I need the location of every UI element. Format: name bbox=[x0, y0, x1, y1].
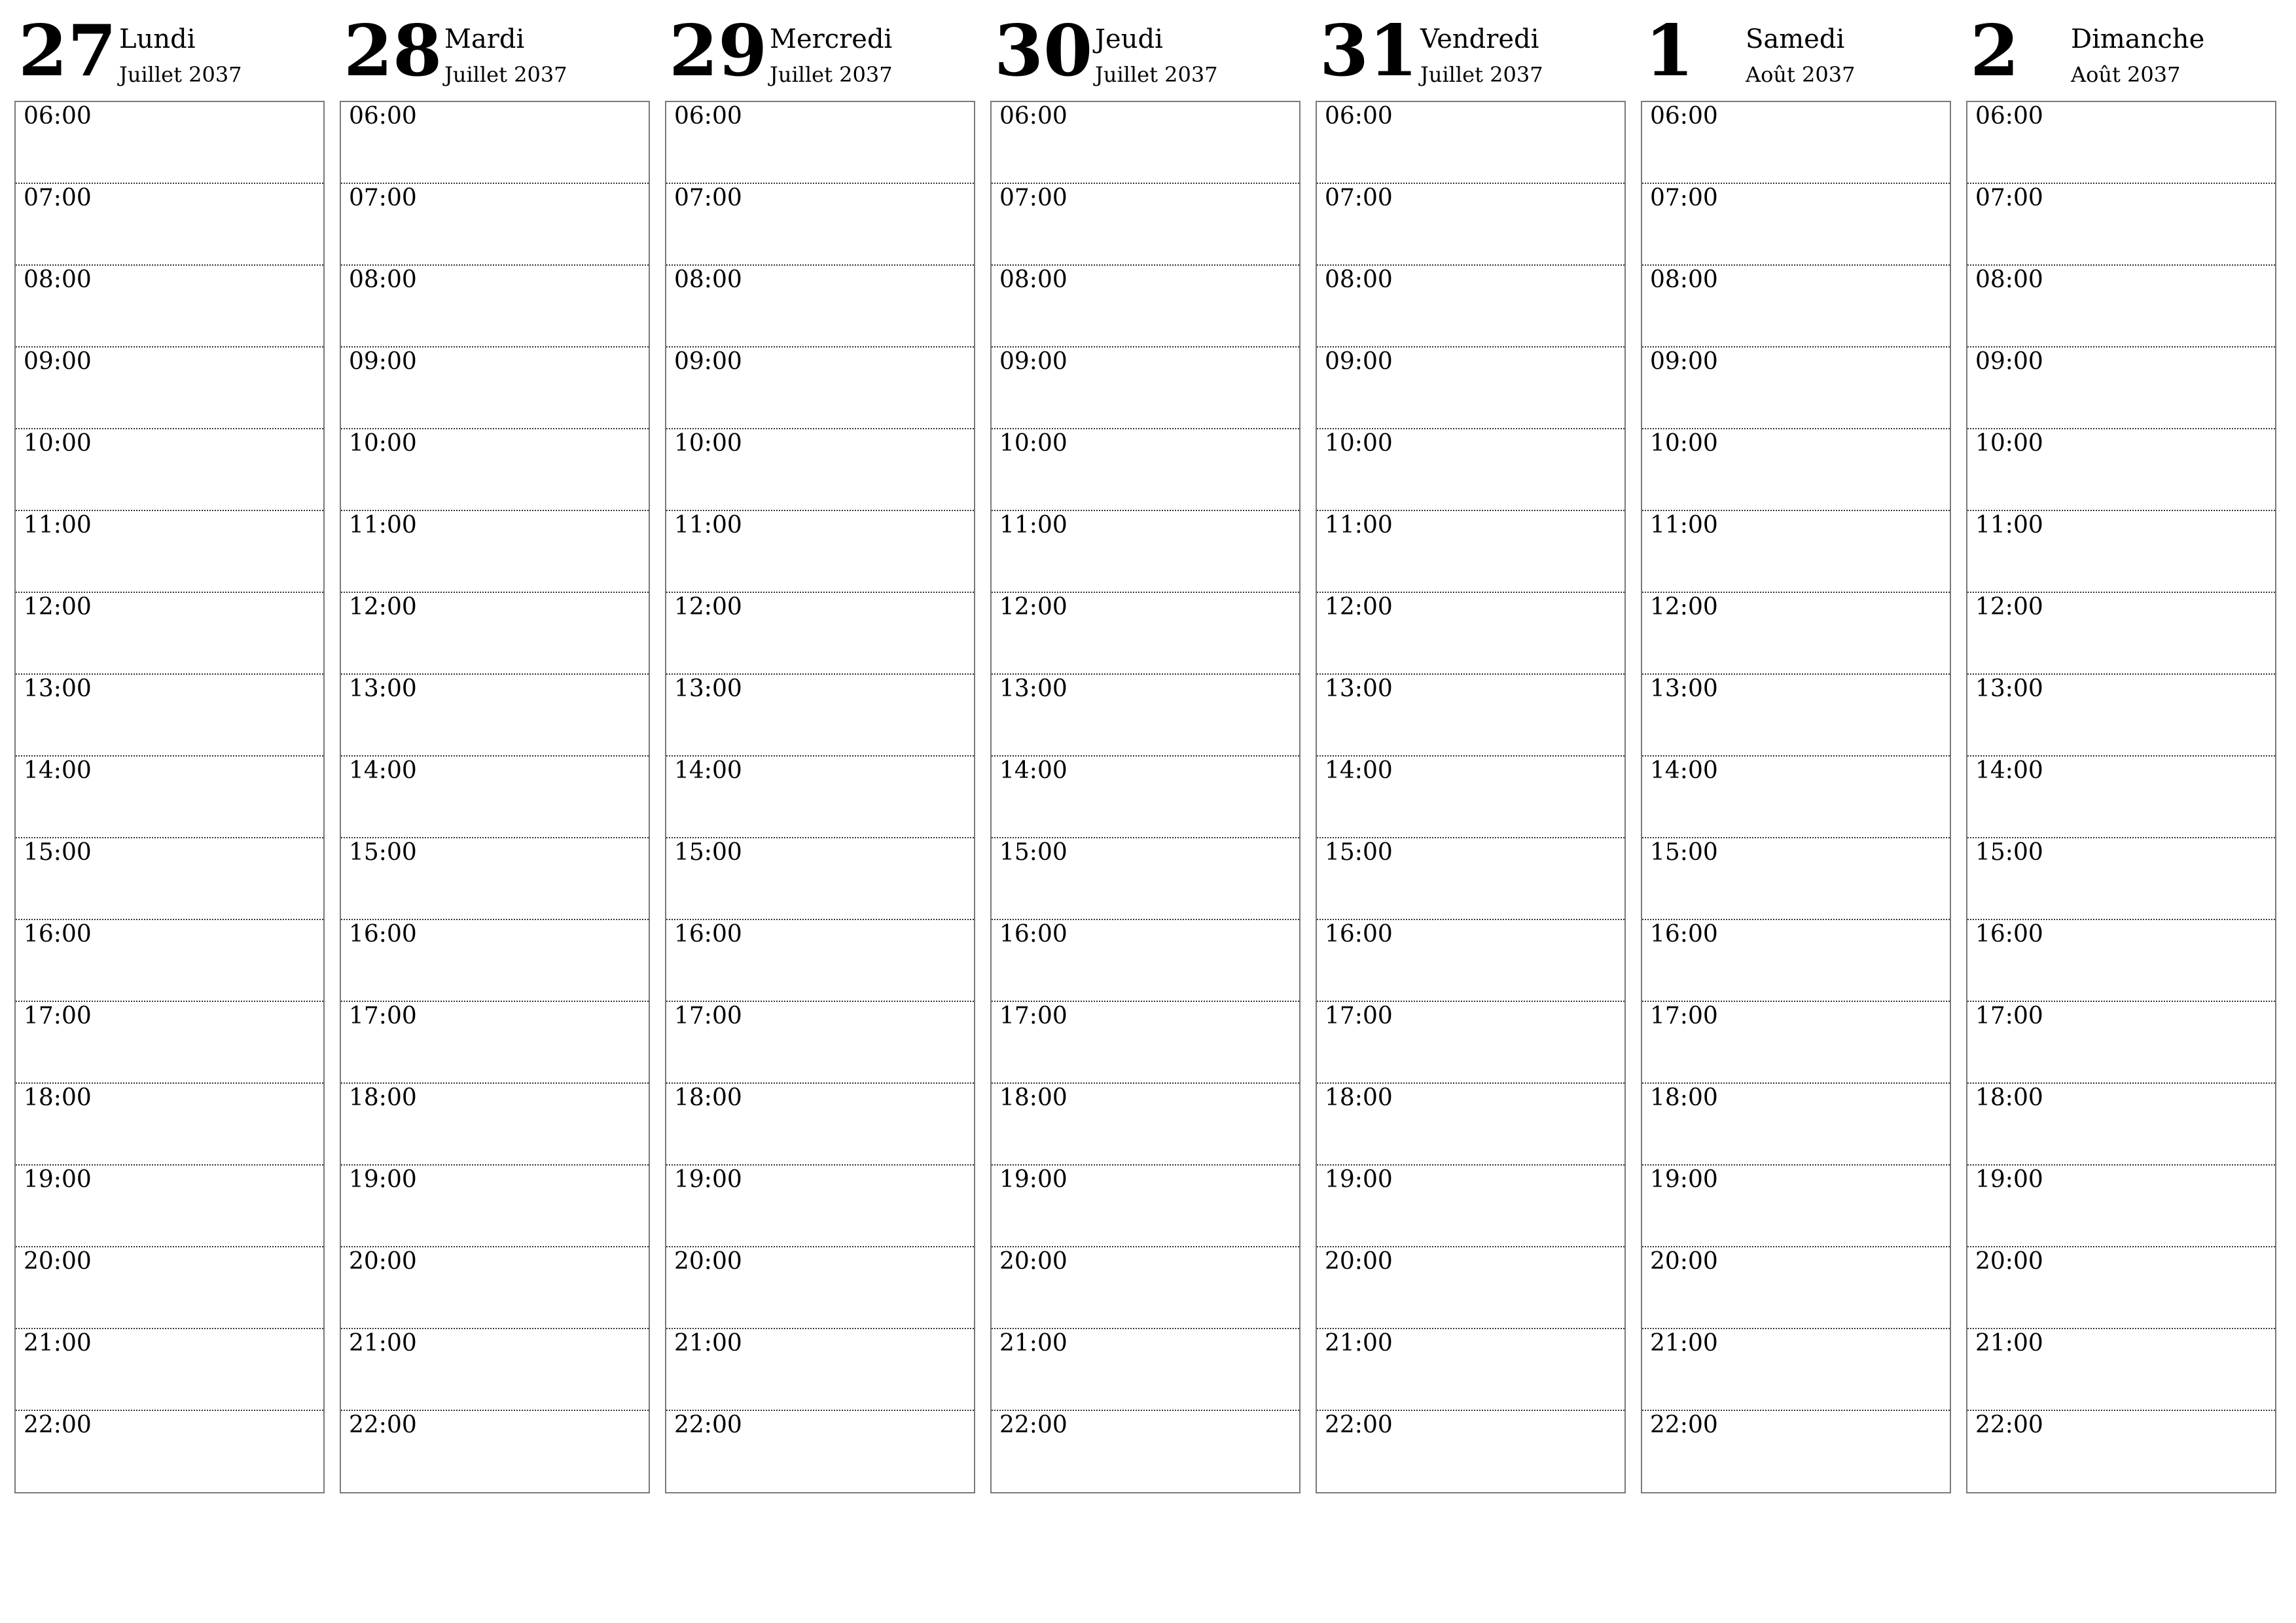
day-schedule-box bbox=[14, 101, 325, 1493]
hour-slot[interactable] bbox=[1317, 102, 1624, 184]
hour-slot[interactable] bbox=[1317, 1002, 1624, 1084]
day-number: 1 bbox=[1645, 10, 1695, 92]
weekly-planner bbox=[14, 10, 2292, 1493]
hour-label: 16:00 bbox=[349, 921, 417, 948]
day-column bbox=[1641, 10, 1954, 1493]
hour-label: 12:00 bbox=[349, 594, 417, 620]
hour-label: 17:00 bbox=[349, 1003, 417, 1029]
hour-label: 14:00 bbox=[999, 757, 1067, 784]
hour-label: 10:00 bbox=[24, 430, 92, 457]
hour-label: 06:00 bbox=[674, 103, 742, 130]
hour-slot[interactable] bbox=[992, 348, 1299, 429]
day-name: Lundi bbox=[119, 24, 196, 54]
day-schedule-box bbox=[990, 101, 1300, 1493]
hour-slot[interactable] bbox=[341, 184, 649, 266]
hour-label: 16:00 bbox=[999, 921, 1067, 948]
hour-slot[interactable] bbox=[666, 1411, 974, 1493]
day-number: 29 bbox=[669, 10, 768, 92]
hour-label: 07:00 bbox=[1650, 185, 1718, 211]
hour-slot[interactable] bbox=[341, 1166, 649, 1247]
day-column bbox=[990, 10, 1303, 1493]
hour-label: 16:00 bbox=[1975, 921, 2043, 948]
hour-slot[interactable] bbox=[1642, 1002, 1950, 1084]
hour-slot[interactable] bbox=[992, 1329, 1299, 1411]
hour-label: 20:00 bbox=[999, 1248, 1067, 1275]
hour-label: 12:00 bbox=[999, 594, 1067, 620]
hour-label: 11:00 bbox=[674, 512, 742, 539]
hour-label: 15:00 bbox=[24, 839, 92, 866]
hour-slot[interactable] bbox=[341, 1002, 649, 1084]
hour-label: 22:00 bbox=[999, 1412, 1067, 1438]
hour-slot[interactable] bbox=[1642, 593, 1950, 675]
hour-slot[interactable] bbox=[1317, 1247, 1624, 1329]
hour-label: 07:00 bbox=[1975, 185, 2043, 211]
hour-slot[interactable] bbox=[666, 1166, 974, 1247]
hour-label: 10:00 bbox=[999, 430, 1067, 457]
hour-slot[interactable] bbox=[666, 348, 974, 429]
hour-slot[interactable] bbox=[1967, 1166, 2275, 1247]
day-header bbox=[340, 10, 653, 99]
hour-label: 08:00 bbox=[674, 266, 742, 293]
day-name: Mardi bbox=[444, 24, 525, 54]
day-number: 28 bbox=[344, 10, 442, 92]
hour-slot[interactable] bbox=[16, 920, 323, 1002]
day-column bbox=[340, 10, 653, 1493]
hour-slot[interactable] bbox=[666, 266, 974, 348]
hour-label: 17:00 bbox=[1325, 1003, 1393, 1029]
hour-label: 06:00 bbox=[1975, 103, 2043, 130]
day-name: Samedi bbox=[1746, 24, 1845, 54]
day-schedule-box bbox=[1316, 101, 1626, 1493]
hour-label: 08:00 bbox=[1650, 266, 1718, 293]
hour-label: 19:00 bbox=[1325, 1166, 1393, 1193]
hour-slot[interactable] bbox=[666, 1084, 974, 1166]
hour-slot[interactable] bbox=[666, 1329, 974, 1411]
hour-slot[interactable] bbox=[666, 593, 974, 675]
hour-label: 11:00 bbox=[1650, 512, 1718, 539]
hour-label: 12:00 bbox=[1650, 594, 1718, 620]
hour-label: 21:00 bbox=[349, 1330, 417, 1357]
hour-label: 06:00 bbox=[1325, 103, 1393, 130]
hour-label: 11:00 bbox=[1325, 512, 1393, 539]
hour-slot[interactable] bbox=[1642, 348, 1950, 429]
hour-label: 22:00 bbox=[1975, 1412, 2043, 1438]
hour-slot[interactable] bbox=[341, 511, 649, 593]
hour-slot[interactable] bbox=[992, 1002, 1299, 1084]
hour-slot[interactable] bbox=[992, 593, 1299, 675]
hour-label: 20:00 bbox=[349, 1248, 417, 1275]
hour-label: 22:00 bbox=[349, 1412, 417, 1438]
hour-label: 20:00 bbox=[1975, 1248, 2043, 1275]
hour-label: 07:00 bbox=[349, 185, 417, 211]
hour-label: 21:00 bbox=[1325, 1330, 1393, 1357]
hour-slot[interactable] bbox=[16, 1329, 323, 1411]
hour-slot[interactable] bbox=[1642, 1166, 1950, 1247]
hour-slot[interactable] bbox=[1967, 511, 2275, 593]
hour-slot[interactable] bbox=[341, 1247, 649, 1329]
hour-slot[interactable] bbox=[1967, 266, 2275, 348]
hour-label: 09:00 bbox=[999, 348, 1067, 375]
hour-label: 19:00 bbox=[24, 1166, 92, 1193]
hour-slot[interactable] bbox=[992, 102, 1299, 184]
hour-label: 17:00 bbox=[1975, 1003, 2043, 1029]
hour-label: 17:00 bbox=[999, 1003, 1067, 1029]
hour-slot[interactable] bbox=[666, 1002, 974, 1084]
hour-slot[interactable] bbox=[1317, 757, 1624, 838]
hour-slot[interactable] bbox=[666, 429, 974, 511]
hour-slot[interactable] bbox=[341, 675, 649, 757]
hour-label: 07:00 bbox=[674, 185, 742, 211]
hour-label: 17:00 bbox=[674, 1003, 742, 1029]
day-month-year: Juillet 2037 bbox=[1420, 62, 1543, 87]
hour-slot[interactable] bbox=[16, 102, 323, 184]
hour-label: 21:00 bbox=[999, 1330, 1067, 1357]
day-month-year: Juillet 2037 bbox=[444, 62, 567, 87]
hour-slot[interactable] bbox=[992, 511, 1299, 593]
hour-slot[interactable] bbox=[1317, 184, 1624, 266]
day-number: 2 bbox=[1970, 10, 2020, 92]
day-header bbox=[14, 10, 327, 99]
hour-label: 15:00 bbox=[1325, 839, 1393, 866]
hour-label: 15:00 bbox=[349, 839, 417, 866]
hour-slot[interactable] bbox=[1642, 184, 1950, 266]
hour-slot[interactable] bbox=[1967, 102, 2275, 184]
hour-slot[interactable] bbox=[1317, 1166, 1624, 1247]
hour-label: 13:00 bbox=[1650, 675, 1718, 702]
hour-slot[interactable] bbox=[16, 1166, 323, 1247]
day-header bbox=[665, 10, 978, 99]
hour-slot[interactable] bbox=[16, 348, 323, 429]
hour-label: 21:00 bbox=[1650, 1330, 1718, 1357]
hour-label: 15:00 bbox=[674, 839, 742, 866]
hour-label: 22:00 bbox=[1325, 1412, 1393, 1438]
hour-slot[interactable] bbox=[1967, 593, 2275, 675]
hour-label: 22:00 bbox=[24, 1412, 92, 1438]
hour-label: 12:00 bbox=[24, 594, 92, 620]
hour-label: 16:00 bbox=[1325, 921, 1393, 948]
hour-label: 06:00 bbox=[349, 103, 417, 130]
hour-label: 09:00 bbox=[1325, 348, 1393, 375]
day-schedule-box bbox=[1641, 101, 1951, 1493]
hour-slot[interactable] bbox=[1642, 1247, 1950, 1329]
hour-label: 09:00 bbox=[349, 348, 417, 375]
hour-slot[interactable] bbox=[1967, 1002, 2275, 1084]
hour-slot[interactable] bbox=[341, 266, 649, 348]
hour-slot[interactable] bbox=[16, 429, 323, 511]
hour-slot[interactable] bbox=[1642, 266, 1950, 348]
hour-slot[interactable] bbox=[1642, 675, 1950, 757]
hour-slot[interactable] bbox=[666, 838, 974, 920]
hour-label: 18:00 bbox=[1325, 1084, 1393, 1111]
hour-slot[interactable] bbox=[1642, 1411, 1950, 1493]
hour-label: 15:00 bbox=[1975, 839, 2043, 866]
day-month-year: Juillet 2037 bbox=[770, 62, 893, 87]
hour-label: 08:00 bbox=[1975, 266, 2043, 293]
hour-label: 16:00 bbox=[1650, 921, 1718, 948]
hour-slot[interactable] bbox=[666, 102, 974, 184]
hour-label: 06:00 bbox=[1650, 103, 1718, 130]
hour-label: 18:00 bbox=[999, 1084, 1067, 1111]
hour-slot[interactable] bbox=[666, 675, 974, 757]
hour-slot[interactable] bbox=[1642, 102, 1950, 184]
day-column bbox=[1966, 10, 2279, 1493]
hour-label: 10:00 bbox=[1650, 430, 1718, 457]
hour-label: 09:00 bbox=[1975, 348, 2043, 375]
hour-label: 20:00 bbox=[1325, 1248, 1393, 1275]
hour-label: 12:00 bbox=[1325, 594, 1393, 620]
hour-slot[interactable] bbox=[16, 266, 323, 348]
hour-slot[interactable] bbox=[1642, 838, 1950, 920]
day-header bbox=[1966, 10, 2279, 99]
hour-label: 15:00 bbox=[999, 839, 1067, 866]
hour-label: 14:00 bbox=[1325, 757, 1393, 784]
hour-slot[interactable] bbox=[341, 1329, 649, 1411]
hour-label: 06:00 bbox=[24, 103, 92, 130]
hour-slot[interactable] bbox=[1642, 1084, 1950, 1166]
hour-slot[interactable] bbox=[1967, 1411, 2275, 1493]
hour-slot[interactable] bbox=[341, 757, 649, 838]
hour-slot[interactable] bbox=[666, 920, 974, 1002]
hour-slot[interactable] bbox=[1317, 838, 1624, 920]
hour-label: 14:00 bbox=[1975, 757, 2043, 784]
hour-label: 07:00 bbox=[1325, 185, 1393, 211]
hour-slot[interactable] bbox=[16, 1002, 323, 1084]
hour-slot[interactable] bbox=[1317, 675, 1624, 757]
hour-slot[interactable] bbox=[1967, 1329, 2275, 1411]
hour-slot[interactable] bbox=[992, 429, 1299, 511]
hour-label: 22:00 bbox=[674, 1412, 742, 1438]
hour-slot[interactable] bbox=[341, 920, 649, 1002]
hour-slot[interactable] bbox=[992, 1411, 1299, 1493]
hour-label: 14:00 bbox=[674, 757, 742, 784]
hour-slot[interactable] bbox=[1642, 511, 1950, 593]
day-column bbox=[665, 10, 978, 1493]
hour-slot[interactable] bbox=[16, 1084, 323, 1166]
hour-slot[interactable] bbox=[16, 838, 323, 920]
hour-slot[interactable] bbox=[341, 102, 649, 184]
hour-label: 16:00 bbox=[24, 921, 92, 948]
hour-label: 10:00 bbox=[349, 430, 417, 457]
hour-slot[interactable] bbox=[992, 838, 1299, 920]
hour-slot[interactable] bbox=[1967, 429, 2275, 511]
day-month-year: Juillet 2037 bbox=[1095, 62, 1218, 87]
hour-label: 12:00 bbox=[1975, 594, 2043, 620]
hour-slot[interactable] bbox=[16, 184, 323, 266]
hour-slot[interactable] bbox=[992, 266, 1299, 348]
day-month-year: Juillet 2037 bbox=[119, 62, 242, 87]
hour-slot[interactable] bbox=[1967, 920, 2275, 1002]
hour-slot[interactable] bbox=[992, 1084, 1299, 1166]
hour-label: 14:00 bbox=[24, 757, 92, 784]
hour-label: 13:00 bbox=[349, 675, 417, 702]
day-name: Dimanche bbox=[2071, 24, 2205, 54]
hour-slot[interactable] bbox=[341, 348, 649, 429]
hour-label: 13:00 bbox=[674, 675, 742, 702]
hour-label: 20:00 bbox=[674, 1248, 742, 1275]
hour-slot[interactable] bbox=[992, 1247, 1299, 1329]
hour-slot[interactable] bbox=[341, 593, 649, 675]
hour-slot[interactable] bbox=[992, 1166, 1299, 1247]
hour-label: 09:00 bbox=[1650, 348, 1718, 375]
day-number: 27 bbox=[18, 10, 117, 92]
day-header bbox=[990, 10, 1303, 99]
hour-label: 18:00 bbox=[1975, 1084, 2043, 1111]
hour-slot[interactable] bbox=[1967, 184, 2275, 266]
hour-slot[interactable] bbox=[666, 757, 974, 838]
hour-label: 19:00 bbox=[349, 1166, 417, 1193]
hour-label: 17:00 bbox=[1650, 1003, 1718, 1029]
day-column bbox=[14, 10, 327, 1493]
day-schedule-box bbox=[340, 101, 650, 1493]
hour-label: 17:00 bbox=[24, 1003, 92, 1029]
hour-slot[interactable] bbox=[16, 1247, 323, 1329]
hour-slot[interactable] bbox=[1967, 1247, 2275, 1329]
hour-slot[interactable] bbox=[1317, 1084, 1624, 1166]
hour-label: 07:00 bbox=[999, 185, 1067, 211]
hour-label: 19:00 bbox=[674, 1166, 742, 1193]
hour-label: 14:00 bbox=[349, 757, 417, 784]
hour-label: 16:00 bbox=[674, 921, 742, 948]
hour-label: 13:00 bbox=[1975, 675, 2043, 702]
hour-label: 08:00 bbox=[1325, 266, 1393, 293]
hour-label: 11:00 bbox=[349, 512, 417, 539]
hour-label: 18:00 bbox=[24, 1084, 92, 1111]
hour-label: 11:00 bbox=[24, 512, 92, 539]
hour-slot[interactable] bbox=[992, 675, 1299, 757]
hour-slot[interactable] bbox=[1967, 348, 2275, 429]
hour-slot[interactable] bbox=[1317, 920, 1624, 1002]
hour-label: 13:00 bbox=[1325, 675, 1393, 702]
hour-slot[interactable] bbox=[1317, 266, 1624, 348]
hour-label: 10:00 bbox=[1975, 430, 2043, 457]
day-column bbox=[1316, 10, 1628, 1493]
hour-slot[interactable] bbox=[992, 757, 1299, 838]
day-schedule-box bbox=[665, 101, 975, 1493]
hour-label: 13:00 bbox=[999, 675, 1067, 702]
hour-label: 22:00 bbox=[1650, 1412, 1718, 1438]
hour-slot[interactable] bbox=[1967, 675, 2275, 757]
hour-slot[interactable] bbox=[341, 1411, 649, 1493]
hour-slot[interactable] bbox=[341, 838, 649, 920]
hour-slot[interactable] bbox=[1317, 1411, 1624, 1493]
day-header bbox=[1316, 10, 1628, 99]
hour-slot[interactable] bbox=[1642, 429, 1950, 511]
hour-label: 14:00 bbox=[1650, 757, 1718, 784]
hour-label: 07:00 bbox=[24, 185, 92, 211]
hour-label: 11:00 bbox=[999, 512, 1067, 539]
hour-label: 21:00 bbox=[24, 1330, 92, 1357]
hour-label: 21:00 bbox=[1975, 1330, 2043, 1357]
hour-slot[interactable] bbox=[1317, 593, 1624, 675]
day-month-year: Août 2037 bbox=[2071, 62, 2181, 87]
day-schedule-box bbox=[1966, 101, 2276, 1493]
hour-label: 11:00 bbox=[1975, 512, 2043, 539]
hour-slot[interactable] bbox=[1317, 429, 1624, 511]
hour-slot[interactable] bbox=[16, 675, 323, 757]
hour-slot[interactable] bbox=[16, 1411, 323, 1493]
hour-slot[interactable] bbox=[1642, 1329, 1950, 1411]
hour-slot[interactable] bbox=[16, 511, 323, 593]
hour-slot[interactable] bbox=[1967, 757, 2275, 838]
hour-slot[interactable] bbox=[1967, 1084, 2275, 1166]
hour-label: 12:00 bbox=[674, 594, 742, 620]
hour-label: 18:00 bbox=[1650, 1084, 1718, 1111]
hour-label: 20:00 bbox=[1650, 1248, 1718, 1275]
hour-label: 18:00 bbox=[674, 1084, 742, 1111]
hour-label: 08:00 bbox=[999, 266, 1067, 293]
hour-label: 09:00 bbox=[24, 348, 92, 375]
hour-label: 19:00 bbox=[999, 1166, 1067, 1193]
day-name: Jeudi bbox=[1095, 24, 1163, 54]
hour-slot[interactable] bbox=[1317, 1329, 1624, 1411]
hour-label: 20:00 bbox=[24, 1248, 92, 1275]
hour-slot[interactable] bbox=[341, 429, 649, 511]
hour-slot[interactable] bbox=[16, 593, 323, 675]
day-number: 31 bbox=[1319, 10, 1418, 92]
day-number: 30 bbox=[994, 10, 1093, 92]
hour-label: 21:00 bbox=[674, 1330, 742, 1357]
hour-label: 10:00 bbox=[674, 430, 742, 457]
hour-label: 15:00 bbox=[1650, 839, 1718, 866]
hour-label: 19:00 bbox=[1650, 1166, 1718, 1193]
day-name: Mercredi bbox=[770, 24, 893, 54]
day-name: Vendredi bbox=[1420, 24, 1539, 54]
hour-slot[interactable] bbox=[1642, 757, 1950, 838]
hour-slot[interactable] bbox=[666, 1247, 974, 1329]
hour-label: 19:00 bbox=[1975, 1166, 2043, 1193]
hour-label: 08:00 bbox=[349, 266, 417, 293]
hour-label: 10:00 bbox=[1325, 430, 1393, 457]
hour-slot[interactable] bbox=[666, 184, 974, 266]
hour-label: 09:00 bbox=[674, 348, 742, 375]
hour-slot[interactable] bbox=[341, 1084, 649, 1166]
hour-label: 06:00 bbox=[999, 103, 1067, 130]
hour-slot[interactable] bbox=[1317, 348, 1624, 429]
day-month-year: Août 2037 bbox=[1746, 62, 1856, 87]
hour-slot[interactable] bbox=[1642, 920, 1950, 1002]
hour-slot[interactable] bbox=[16, 757, 323, 838]
hour-slot[interactable] bbox=[992, 184, 1299, 266]
hour-slot[interactable] bbox=[666, 511, 974, 593]
day-header bbox=[1641, 10, 1954, 99]
hour-label: 13:00 bbox=[24, 675, 92, 702]
hour-slot[interactable] bbox=[1317, 511, 1624, 593]
hour-label: 08:00 bbox=[24, 266, 92, 293]
hour-label: 18:00 bbox=[349, 1084, 417, 1111]
hour-slot[interactable] bbox=[1967, 838, 2275, 920]
hour-slot[interactable] bbox=[992, 920, 1299, 1002]
